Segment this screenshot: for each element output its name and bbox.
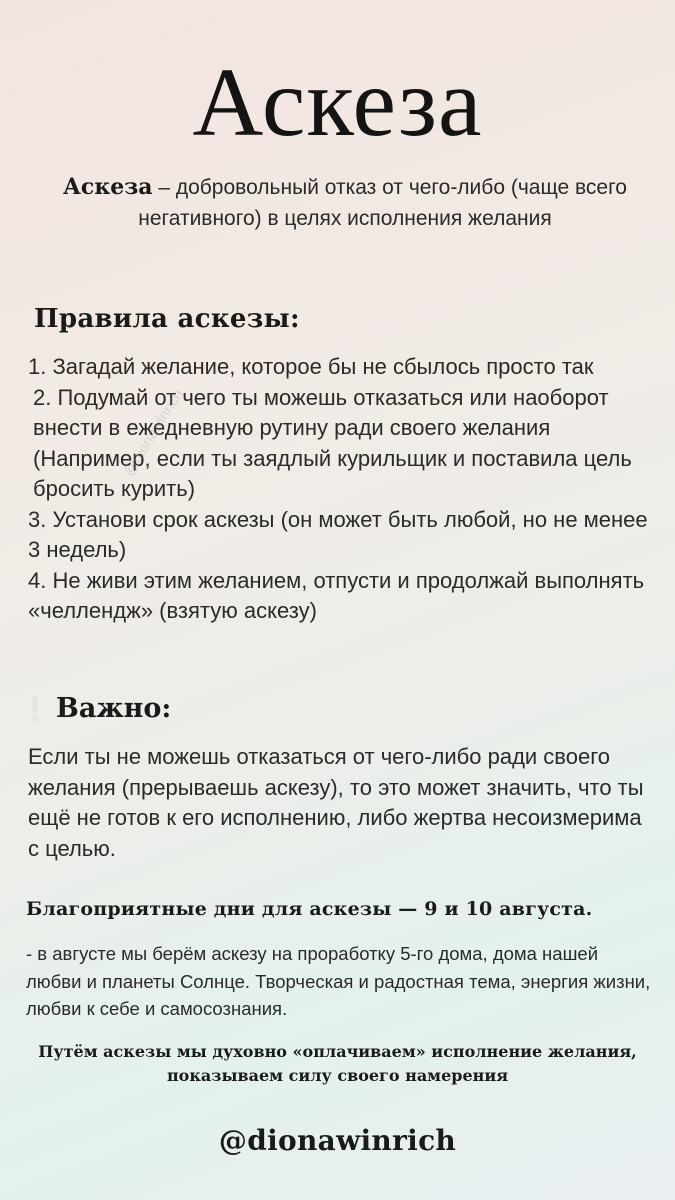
watermark: @dionawinrich [120, 386, 187, 480]
important-text: Если ты не можешь отказаться от чего-либо ради своего желания (прерываешь аскезу), то это может значить, что ты ещё не готов к его исполнению, либо жертва несоизмерима с целью. [28, 744, 644, 861]
rule-item: 4. Не живи этим желанием, отпусти и продолжай выполнять «челлендж» (взятую аскезу) [28, 567, 645, 623]
favorable-days-heading: Благоприятные дни для аскезы — 9 и 10 августа. [26, 898, 593, 920]
exclamation-icon [30, 696, 40, 722]
rule-item: 1. Загадай желание, которое бы не сбылось просто так [28, 354, 594, 379]
definition [40, 172, 650, 234]
important-heading-row [30, 693, 171, 724]
rule-item: 2. Подумай от чего ты можешь отказаться или наоборот внести в ежедневную рутину ради своего желания (Например, если ты заядлый курильщик и поставила цель бросить курить) [33, 384, 632, 501]
rule-item: 3. Установи срок аскезы (он может быть любой, но не менее 3 недель) [28, 506, 648, 562]
important-heading: Важно: [56, 693, 172, 724]
author-handle: @dionawinrich [218, 1124, 457, 1157]
definition-term: Аскеза [63, 174, 153, 200]
closing-statement: Путём аскезы мы духовно «оплачиваем» исполнение желания, показываем силу своего намерения [38, 1042, 637, 1085]
favorable-days-text: - в августе мы берём аскезу на проработку 5-го дома, дома нашей любви и планеты Солнце. Творческая и радостная тема, энергия жизни, любви к себе и самосознания. [26, 943, 651, 1019]
rules-list [28, 352, 653, 627]
page-title: Аскеза [192, 49, 483, 157]
definition-text: – добровольный отказ от чего-либо (чаще всего негативного) в целях исполнения желания [138, 176, 627, 230]
rules-heading: Правила аскезы: [34, 304, 300, 334]
